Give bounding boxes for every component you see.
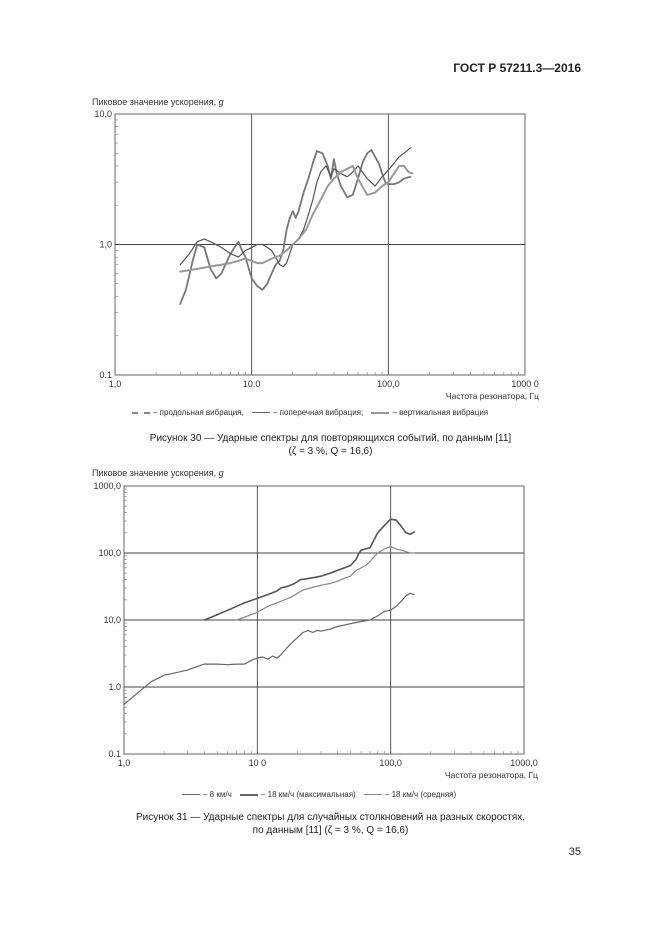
fig31-caption-line2: по данным [11] (ζ = 3 %, Q = 16,6) (252, 825, 409, 836)
fig31-legend-swatch (182, 794, 200, 795)
fig31-x-axis-label: Частота резонатора, Гц (444, 770, 538, 780)
fig30-legend-label: – поперечная вибрация; (272, 408, 364, 417)
fig30-legend-item (252, 408, 363, 417)
fig31-y-tick-label: 1000,0 (93, 481, 121, 491)
fig31-legend-item (240, 790, 356, 799)
fig30-y-axis-label: Пиковое значение ускорения, (92, 97, 219, 107)
fig30-legend-item (371, 408, 488, 417)
fig31-x-tick-label: 100,0 (379, 758, 402, 768)
figure-31-chart (0, 470, 661, 790)
fig30-x-axis-label: Частота резонатора, Гц (445, 391, 539, 401)
fig31-y-tick-label: 0.1 (108, 749, 121, 759)
fig30-y-tick-label: 1,0 (99, 239, 112, 250)
fig31-series-line-3 (237, 547, 414, 621)
fig30-series-line-3 (180, 166, 412, 272)
figure-31-caption (0, 811, 661, 837)
page-number: 35 (568, 846, 581, 858)
document-standard-header: ГОСТ Р 57211.3—2016 (453, 61, 581, 75)
fig31-legend-item (364, 790, 456, 799)
fig31-legend-swatch (240, 794, 258, 796)
fig30-legend-label: – продольная вибрация, (153, 408, 244, 417)
fig30-x-tick-label: 100,0 (377, 379, 400, 389)
fig30-y-tick-label: 10,0 (94, 109, 112, 119)
fig31-caption-line1: Рисунок 31 — Ударные спектры для случайных столкновений на разных скоростях, (135, 812, 526, 823)
fig31-y-axis-unit: g (218, 468, 224, 478)
fig31-y-tick-label: 10,0 (103, 615, 121, 625)
fig30-series-line-2 (180, 148, 410, 267)
fig30-x-tick-label: 1000 0 (511, 379, 539, 389)
fig30-caption-line1: Рисунок 30 — Ударные спектры для повторяющихся событий, по данным [11] (149, 433, 512, 444)
fig31-legend-label: – 18 км/ч (средняя) (384, 790, 457, 799)
fig30-x-tick-label: 10.0 (242, 379, 261, 389)
fig31-x-tick-label: 1000,0 (510, 758, 538, 768)
fig31-series-line-2 (204, 519, 414, 620)
fig31-y-axis-label: Пиковое значение ускорения, (92, 468, 219, 478)
fig30-y-axis-unit: g (218, 97, 224, 107)
fig31-legend-item (182, 790, 232, 799)
fig30-legend-label: – вертикальная вибрация (392, 408, 489, 417)
fig31-legend-swatch (364, 794, 382, 795)
fig31-series-line-1 (124, 593, 414, 704)
fig31-x-tick-label: 1,0 (117, 758, 131, 768)
fig31-y-tick-label: 1.0 (108, 682, 121, 692)
fig31-legend-label: – 18 км/ч (максимальная) (260, 790, 356, 799)
fig30-legend-item (132, 408, 244, 417)
fig31-legend (182, 790, 462, 799)
fig30-legend-swatch (252, 412, 270, 413)
fig30-legend-swatch (371, 412, 389, 414)
fig30-caption-line2: (ζ = 3 %, Q = 16,6) (288, 446, 373, 457)
figure-30-caption (0, 432, 661, 458)
fig31-legend-label: – 8 км/ч (203, 790, 232, 799)
fig30-series-line-1 (180, 150, 410, 304)
fig30-legend (132, 408, 494, 417)
fig30-legend-swatch (132, 412, 150, 414)
fig30-y-tick-label: 0.1 (99, 370, 112, 380)
fig31-y-tick-label: 100,0 (98, 548, 121, 558)
fig31-x-tick-label: 10 0 (248, 758, 267, 768)
fig30-x-tick-label: 1,0 (108, 379, 122, 389)
